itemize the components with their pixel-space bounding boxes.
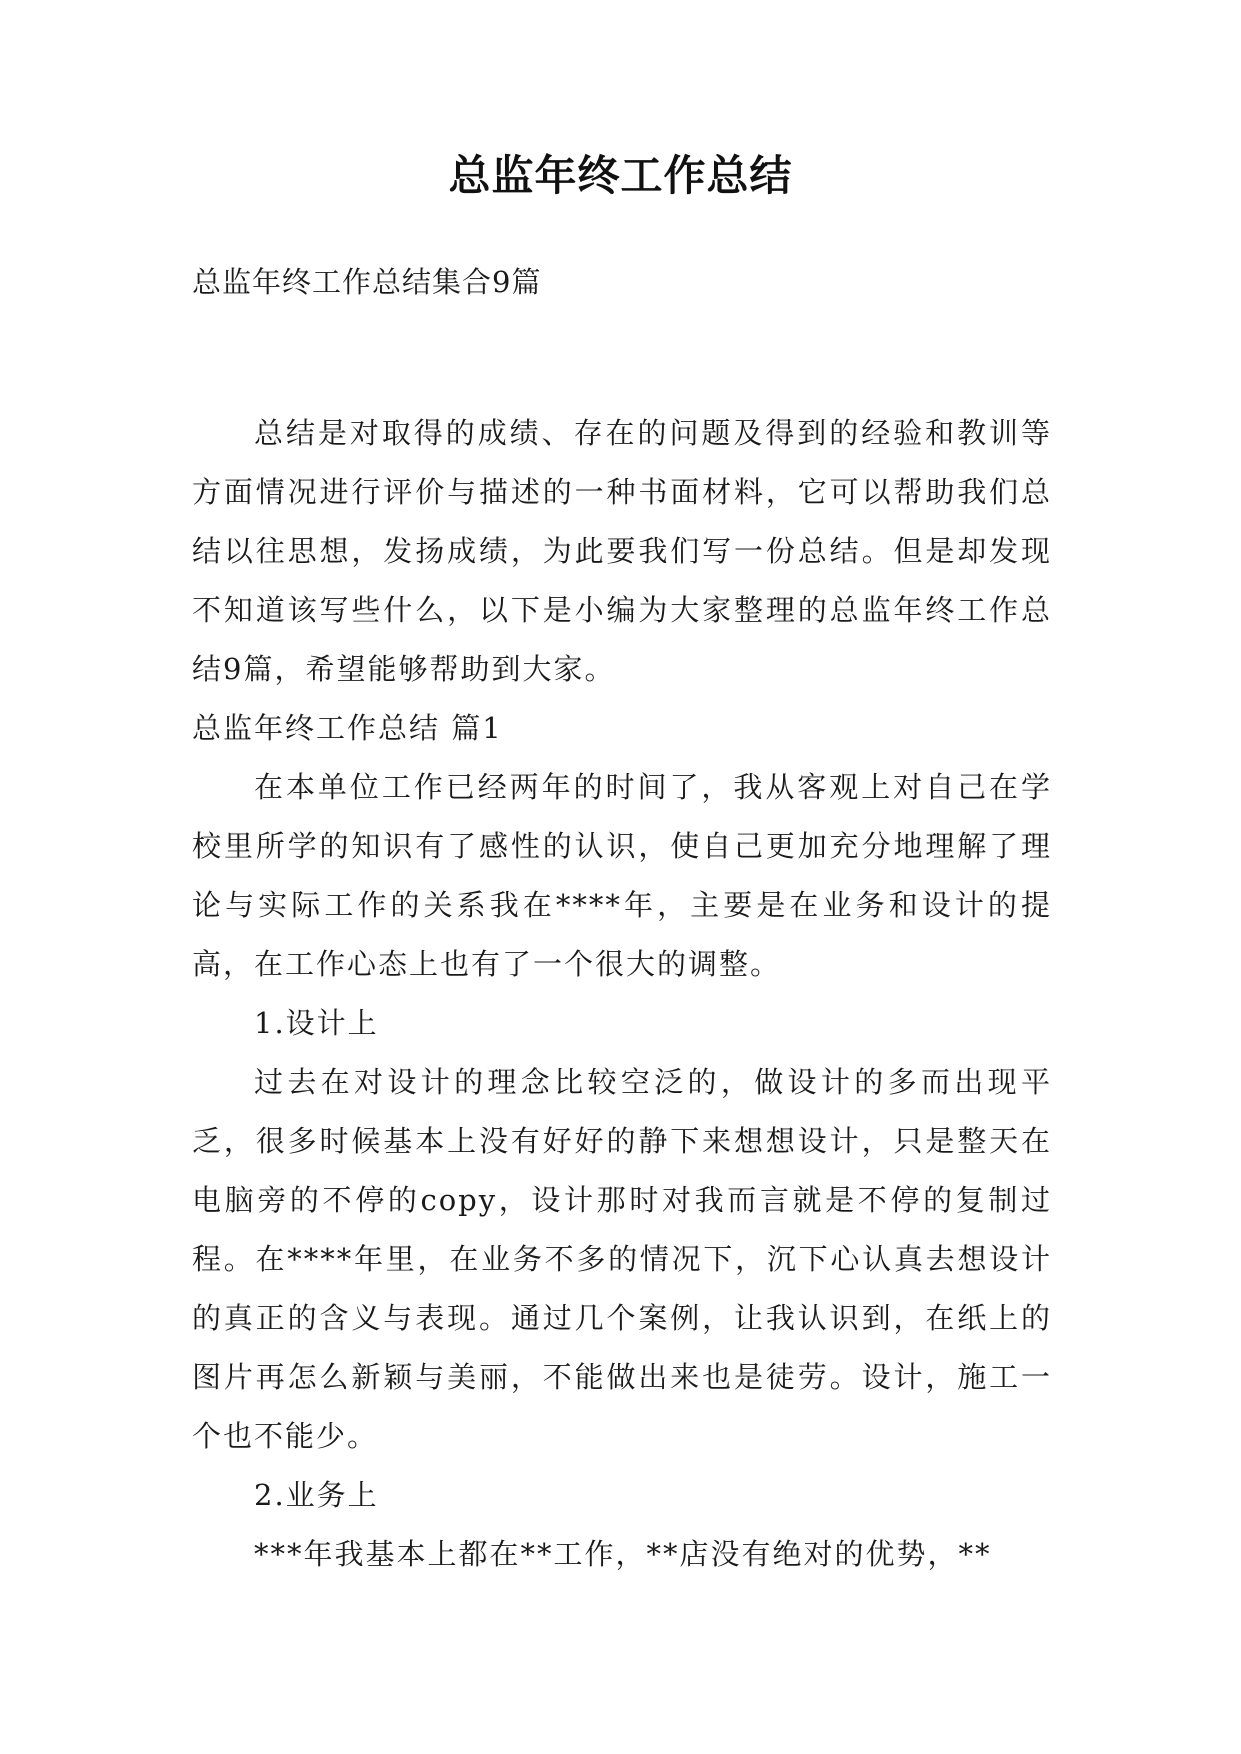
body-paragraph: 过去在对设计的理念比较空泛的，做设计的多而出现平乏，很多时候基本上没有好好的静下来想想设计，只是整天在电脑旁的不停的copy，设计那时对我而言就是不停的复制过程。在****年里，在业务不多的情况下，沉下心认真去想设计的真正的含义与表现。通过几个案例，让我认识到，在纸上的图片再怎么新颖与美丽，不能做出来也是徒劳。设计，施工一个也不能少。 (192, 1065, 1052, 1453)
document-subtitle: 总监年终工作总结集合9篇 (192, 265, 542, 299)
section-heading: 总监年终工作总结 篇1 (192, 711, 503, 745)
body-paragraph: ***年我基本上都在**工作，**店没有绝对的优势，** (254, 1537, 992, 1571)
item-heading: 2.业务上 (254, 1478, 379, 1512)
body-paragraph: 在本单位工作已经两年的时间了，我从客观上对自己在学校里所学的知识有了感性的认识，使自己更加充分地理解了理论与实际工作的关系我在****年，主要是在业务和设计的提高，在工作心态上也有了一个很大的调整。 (192, 770, 1052, 981)
item-heading: 1.设计上 (254, 1006, 379, 1040)
intro-section (192, 404, 1052, 1584)
document-title: 总监年终工作总结 (448, 151, 793, 200)
intro-paragraph: 总结是对取得的成绩、存在的问题及得到的经验和教训等方面情况进行评价与描述的一种书面材料，它可以帮助我们总结以往思想，发扬成绩，为此要我们写一份总结。但是却发现不知道该写些什么，以下是小编为大家整理的总监年终工作总结9篇，希望能够帮助到大家。 (192, 416, 1052, 686)
